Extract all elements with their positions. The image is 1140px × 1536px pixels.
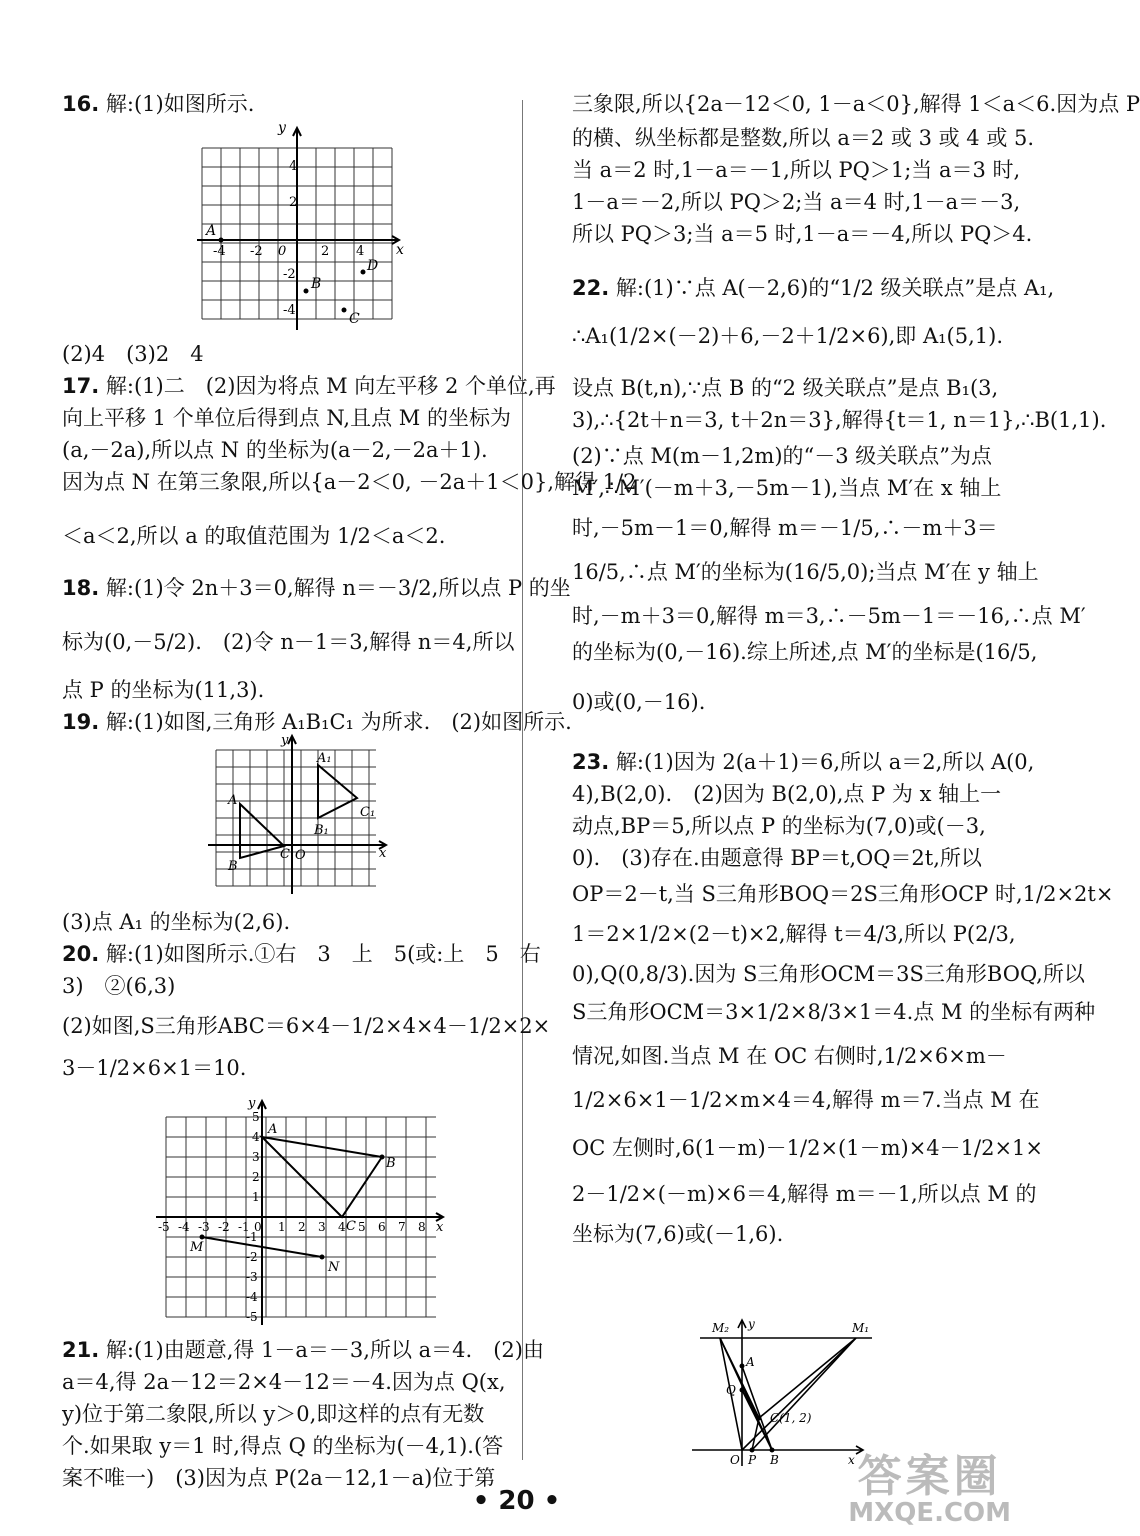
fig19-point-a1: A₁	[317, 751, 332, 766]
answer-text: (2)如图,S三角形ABC＝6×4－1/2×4×4－1/2×2×	[62, 1014, 551, 1038]
page-number: • 20 •	[472, 1486, 561, 1516]
fig20-y-tick: 2	[252, 1170, 260, 1184]
fig20-point-n: N	[328, 1260, 340, 1275]
fig16-axis-x: x	[396, 242, 404, 258]
fig19-origin: O	[295, 848, 306, 863]
fig16-x-tick: -2	[250, 244, 263, 259]
right-text-line	[572, 404, 1106, 434]
answer-text: 解:(1)∵点 A(－2,6)的“1/2 级关联点”是点 A₁,	[609, 276, 1055, 300]
right-text-line	[572, 878, 1113, 908]
answer-text: 动点,BP＝5,所以点 P 的坐标为(7,0)或(－3,	[572, 814, 986, 838]
column-divider	[522, 100, 523, 1460]
fig20-x-tick: 2	[298, 1220, 306, 1234]
fig20-point-b: B	[386, 1156, 396, 1171]
answer-text: 因为点 N 在第三象限,所以{a－2＜0, －2a＋1＜0},解得 1/2	[62, 470, 637, 494]
right-text-line	[572, 1218, 783, 1248]
fig23-axis-x: x	[848, 1453, 855, 1467]
fig16-x-tick: 2	[321, 244, 330, 259]
fig20-x-tick: 4	[338, 1220, 346, 1234]
fig19-point-c: C	[280, 847, 290, 862]
fig19-axis-x: x	[379, 846, 387, 861]
answer-text: 3－1/2×6×1＝10.	[62, 1056, 247, 1080]
fig23-point-b: B	[770, 1453, 779, 1467]
right-text-line	[572, 372, 998, 402]
right-text-line	[572, 1132, 1043, 1162]
fig20-x-tick: 0	[254, 1220, 262, 1234]
fig20-axis-y: y	[248, 1096, 256, 1111]
left-text-line	[62, 1334, 544, 1364]
question-number: 20.	[62, 942, 100, 966]
question-number: 23.	[572, 750, 610, 774]
right-text-line	[572, 1084, 1040, 1114]
fig20-y-tick: 5	[252, 1110, 260, 1124]
fig16-y-tick: 2	[289, 195, 298, 210]
right-text-line	[572, 958, 1085, 988]
right-text-line	[572, 154, 1020, 184]
answer-text: 向上平移 1 个单位后得到点 N,且点 M 的坐标为	[62, 406, 511, 430]
answer-text: ＜a＜2,所以 a 的取值范围为 1/2＜a＜2.	[62, 524, 446, 548]
fig16-x-tick: -4	[213, 244, 226, 259]
answer-text: (3)点 A₁ 的坐标为(2,6).	[62, 910, 291, 934]
fig20-x-tick: 1	[278, 1220, 286, 1234]
fig20-x-tick: 6	[378, 1220, 386, 1234]
right-text-line	[572, 186, 1020, 216]
right-text-line	[572, 778, 1001, 808]
left-text-line	[62, 674, 264, 704]
right-text-line	[572, 1178, 1037, 1208]
question-number: 18.	[62, 576, 100, 600]
fig16-point-c: C	[349, 311, 360, 327]
right-text-line	[572, 810, 986, 840]
fig20-axis-x: x	[436, 1220, 444, 1235]
fig16-point-b: B	[311, 276, 322, 292]
answer-text: 案不唯一) (3)因为点 P(2a－12,1－a)位于第	[62, 1466, 496, 1490]
fig23-point-m1: M₁	[852, 1321, 870, 1335]
fig19-point-c1: C₁	[360, 805, 376, 820]
answer-text: 时,－5m－1＝0,解得 m＝－1/5,∴－m＋3＝	[572, 516, 998, 540]
question-number: 16.	[62, 92, 100, 116]
answer-text: (2)∵点 M(m－1,2m)的“－3 级关联点”为点	[572, 444, 993, 468]
answer-text: ∴A₁(1/2×(－2)＋6,－2＋1/2×6),即 A₁(5,1).	[572, 324, 1004, 348]
fig16-y-tick: -2	[283, 267, 296, 282]
fig20-x-tick: 7	[398, 1220, 406, 1234]
left-text-line	[62, 938, 541, 968]
question-number: 22.	[572, 276, 610, 300]
left-text-line	[62, 520, 445, 550]
fig20-point-c: C	[346, 1219, 356, 1234]
fig19-point-b1: B₁	[314, 823, 329, 838]
answer-text: 时,－m＋3＝0,解得 m＝3,∴－5m－1＝－16,∴点 M′	[572, 604, 1086, 628]
answer-text: 1－a＝－2,所以 PQ＞2;当 a＝4 时,1－a＝－3,	[572, 190, 1021, 214]
answer-text: 情况,如图.当点 M 在 OC 右侧时,1/2×6×m－	[572, 1044, 1007, 1068]
left-text-line	[62, 1366, 506, 1396]
fig20-x-tick: 5	[358, 1220, 366, 1234]
fig23-point-a: A	[746, 1355, 755, 1369]
fig20-point-m: M	[190, 1240, 204, 1255]
left-text-line	[62, 466, 636, 496]
answer-text: 坐标为(7,6)或(－1,6).	[572, 1222, 784, 1246]
answer-text: 解:(1)令 2n＋3＝0,解得 n＝－3/2,所以点 P 的坐	[99, 576, 571, 600]
answer-text: 3) ②(6,3)	[62, 974, 176, 998]
left-text-line	[62, 906, 290, 936]
right-text-line	[572, 996, 1095, 1026]
answer-text: 解:(1)由题意,得 1－a＝－3,所以 a＝4. (2)由	[99, 1338, 544, 1362]
fig23-point-p: P	[748, 1453, 757, 1467]
fig20-x-tick: 3	[318, 1220, 326, 1234]
answer-text: 2－1/2×(－m)×6＝4,解得 m＝－1,所以点 M 的	[572, 1182, 1037, 1206]
left-text-line	[62, 434, 488, 464]
fig20-point-a: A	[268, 1122, 278, 1137]
answer-text: 1/2×6×1－1/2×m×4＝4,解得 m＝7.当点 M 在	[572, 1088, 1040, 1112]
answer-text: 0)或(0,－16).	[572, 690, 706, 714]
answer-text: 0). (3)存在.由题意得 BP＝t,OQ＝2t,所以	[572, 846, 982, 870]
fig20-x-tick: -3	[198, 1220, 210, 1234]
figure-16-coordinate-grid	[192, 118, 412, 338]
question-number: 19.	[62, 710, 100, 734]
fig23-axis-y: y	[748, 1317, 755, 1331]
question-number: 17.	[62, 374, 100, 398]
answer-text: S三角形OCM＝3×1/2×8/3×1＝4.点 M 的坐标有两种	[572, 1000, 1096, 1024]
fig19-point-a: A	[228, 793, 238, 808]
right-text-line	[572, 88, 1140, 118]
fig16-x-tick: 0	[278, 244, 287, 259]
right-text-line	[572, 600, 1086, 630]
left-text-line	[62, 370, 556, 400]
answer-text: 1＝2×1/2×(2－t)×2,解得 t＝4/3,所以 P(2/3,	[572, 922, 1016, 946]
answer-text: 三象限,所以{2a－12＜0, 1－a＜0},解得 1＜a＜6.因为点 P	[572, 92, 1140, 116]
fig16-y-tick: -4	[283, 303, 296, 318]
fig23-point-c: C(1, 2)	[770, 1411, 812, 1425]
fig20-y-tick: 4	[252, 1130, 260, 1144]
right-text-line	[572, 272, 1054, 302]
fig20-x-tick: -4	[178, 1220, 190, 1234]
right-text-line	[572, 918, 1016, 948]
fig16-x-tick: 4	[356, 244, 365, 259]
left-text-line	[62, 402, 511, 432]
answer-text: 0),Q(0,8/3).因为 S三角形OCM＝3S三角形BOQ,所以	[572, 962, 1085, 986]
answer-text: 设点 B(t,n),∵点 B 的“2 级关联点”是点 B₁(3,	[572, 376, 999, 400]
answer-text: y)位于第二象限,所以 y＞0,即这样的点有无数	[62, 1402, 485, 1426]
left-text-line	[62, 572, 571, 602]
left-text-line	[62, 1430, 503, 1460]
right-text-line	[572, 440, 992, 470]
answer-text: 当 a＝2 时,1－a＝－1,所以 PQ＞1;当 a＝3 时,	[572, 158, 1021, 182]
fig23-point-q: Q	[726, 1383, 736, 1397]
left-text-line	[62, 1010, 550, 1040]
answer-text: 个.如果取 y＝1 时,得点 Q 的坐标为(－4,1).(答	[62, 1434, 504, 1458]
answer-text: OC 左侧时,6(1－m)－1/2×(1－m)×4－1/2×1×	[572, 1136, 1044, 1160]
left-text-line	[62, 970, 175, 1000]
site-watermark-logo	[848, 1440, 1011, 1528]
answer-text: 点 P 的坐标为(11,3).	[62, 678, 265, 702]
left-text-line	[62, 626, 514, 656]
right-text-line	[572, 686, 705, 716]
fig20-y-tick: -4	[246, 1290, 258, 1304]
right-text-line	[572, 512, 998, 542]
fig16-y-tick: 4	[289, 159, 298, 174]
answer-text: 解:(1)如图所示.	[99, 92, 255, 116]
right-text-line	[572, 556, 1039, 586]
answer-text: (a,－2a),所以点 N 的坐标为(a－2,－2a＋1).	[62, 438, 488, 462]
answer-text: 标为(0,－5/2). (2)令 n－1＝3,解得 n＝4,所以	[62, 630, 515, 654]
answer-text: 的横、纵坐标都是整数,所以 a＝2 或 3 或 4 或 5.	[572, 126, 1035, 150]
fig16-point-a: A	[206, 223, 217, 239]
fig20-x-tick: -1	[238, 1220, 250, 1234]
answer-text: 解:(1)二 (2)因为将点 M 向左平移 2 个单位,再	[99, 374, 556, 398]
fig23-point-o: O	[730, 1453, 740, 1467]
right-text-line	[572, 472, 1001, 502]
fig16-axis-y: y	[278, 120, 286, 136]
fig19-point-b: B	[228, 859, 238, 874]
answer-text: 解:(1)因为 2(a＋1)＝6,所以 a＝2,所以 A(0,	[609, 750, 1035, 774]
answer-text: a＝4,得 2a－12＝2×4－12＝－4.因为点 Q(x,	[62, 1370, 506, 1394]
answer-text: 解:(1)如图,三角形 A₁B₁C₁ 为所求. (2)如图所示.	[99, 710, 572, 734]
right-text-line	[572, 636, 1037, 666]
fig20-x-tick: 8	[418, 1220, 426, 1234]
fig20-x-tick: -2	[218, 1220, 230, 1234]
fig20-x-tick: -5	[158, 1220, 170, 1234]
answer-text: 的坐标为(0,－16).综上所述,点 M′的坐标是(16/5,	[572, 640, 1038, 664]
answer-text: 3),∴{2t＋n＝3, t＋2n＝3},解得{t＝1, n＝1},∴B(1,1).	[572, 408, 1107, 432]
right-text-line	[572, 218, 1032, 248]
fig16-point-d: D	[367, 258, 379, 274]
right-text-line	[572, 320, 1003, 350]
fig19-axis-y: y	[281, 733, 289, 748]
fig20-y-tick: -2	[246, 1250, 258, 1264]
right-text-line	[572, 122, 1034, 152]
right-text-line	[572, 842, 982, 872]
fig20-y-tick: 3	[252, 1150, 260, 1164]
answer-text: (2)4 (3)2 4	[62, 342, 204, 366]
watermark-main-text: 答案圈	[857, 1451, 1002, 1502]
answer-text: 16/5,∴点 M′的坐标为(16/5,0);当点 M′在 y 轴上	[572, 560, 1039, 584]
answer-text: OP＝2－t,当 S三角形BOQ＝2S三角形OCP 时,1/2×2t×	[572, 882, 1114, 906]
answer-text: 所以 PQ＞3;当 a＝5 时,1－a＝－4,所以 PQ＞4.	[572, 222, 1033, 246]
question-number: 21.	[62, 1338, 100, 1362]
answer-text: M′,∴M′(－m＋3,－5m－1),当点 M′在 x 轴上	[572, 476, 1002, 500]
fig20-y-tick: -5	[246, 1310, 258, 1324]
left-text-line	[62, 88, 254, 118]
answer-text: 解:(1)如图所示.①右 3 上 5(或:上 5 右	[99, 942, 541, 966]
fig20-y-tick: -3	[246, 1270, 258, 1284]
figure-19-triangle-translation	[204, 732, 394, 896]
answer-text: 4),B(2,0). (2)因为 B(2,0),点 P 为 x 轴上一	[572, 782, 1002, 806]
watermark-sub-text: MXQE.COM	[848, 1498, 1011, 1528]
left-text-line	[62, 1398, 484, 1428]
left-text-line	[62, 1052, 246, 1082]
fig20-y-tick: 1	[252, 1190, 260, 1204]
left-text-line	[62, 338, 204, 368]
fig20-y-tick: -1	[246, 1230, 258, 1244]
right-text-line	[572, 746, 1034, 776]
fig23-point-m2: M₂	[712, 1321, 730, 1335]
right-text-line	[572, 1040, 1007, 1070]
figure-20-triangle-abc	[152, 1095, 452, 1330]
